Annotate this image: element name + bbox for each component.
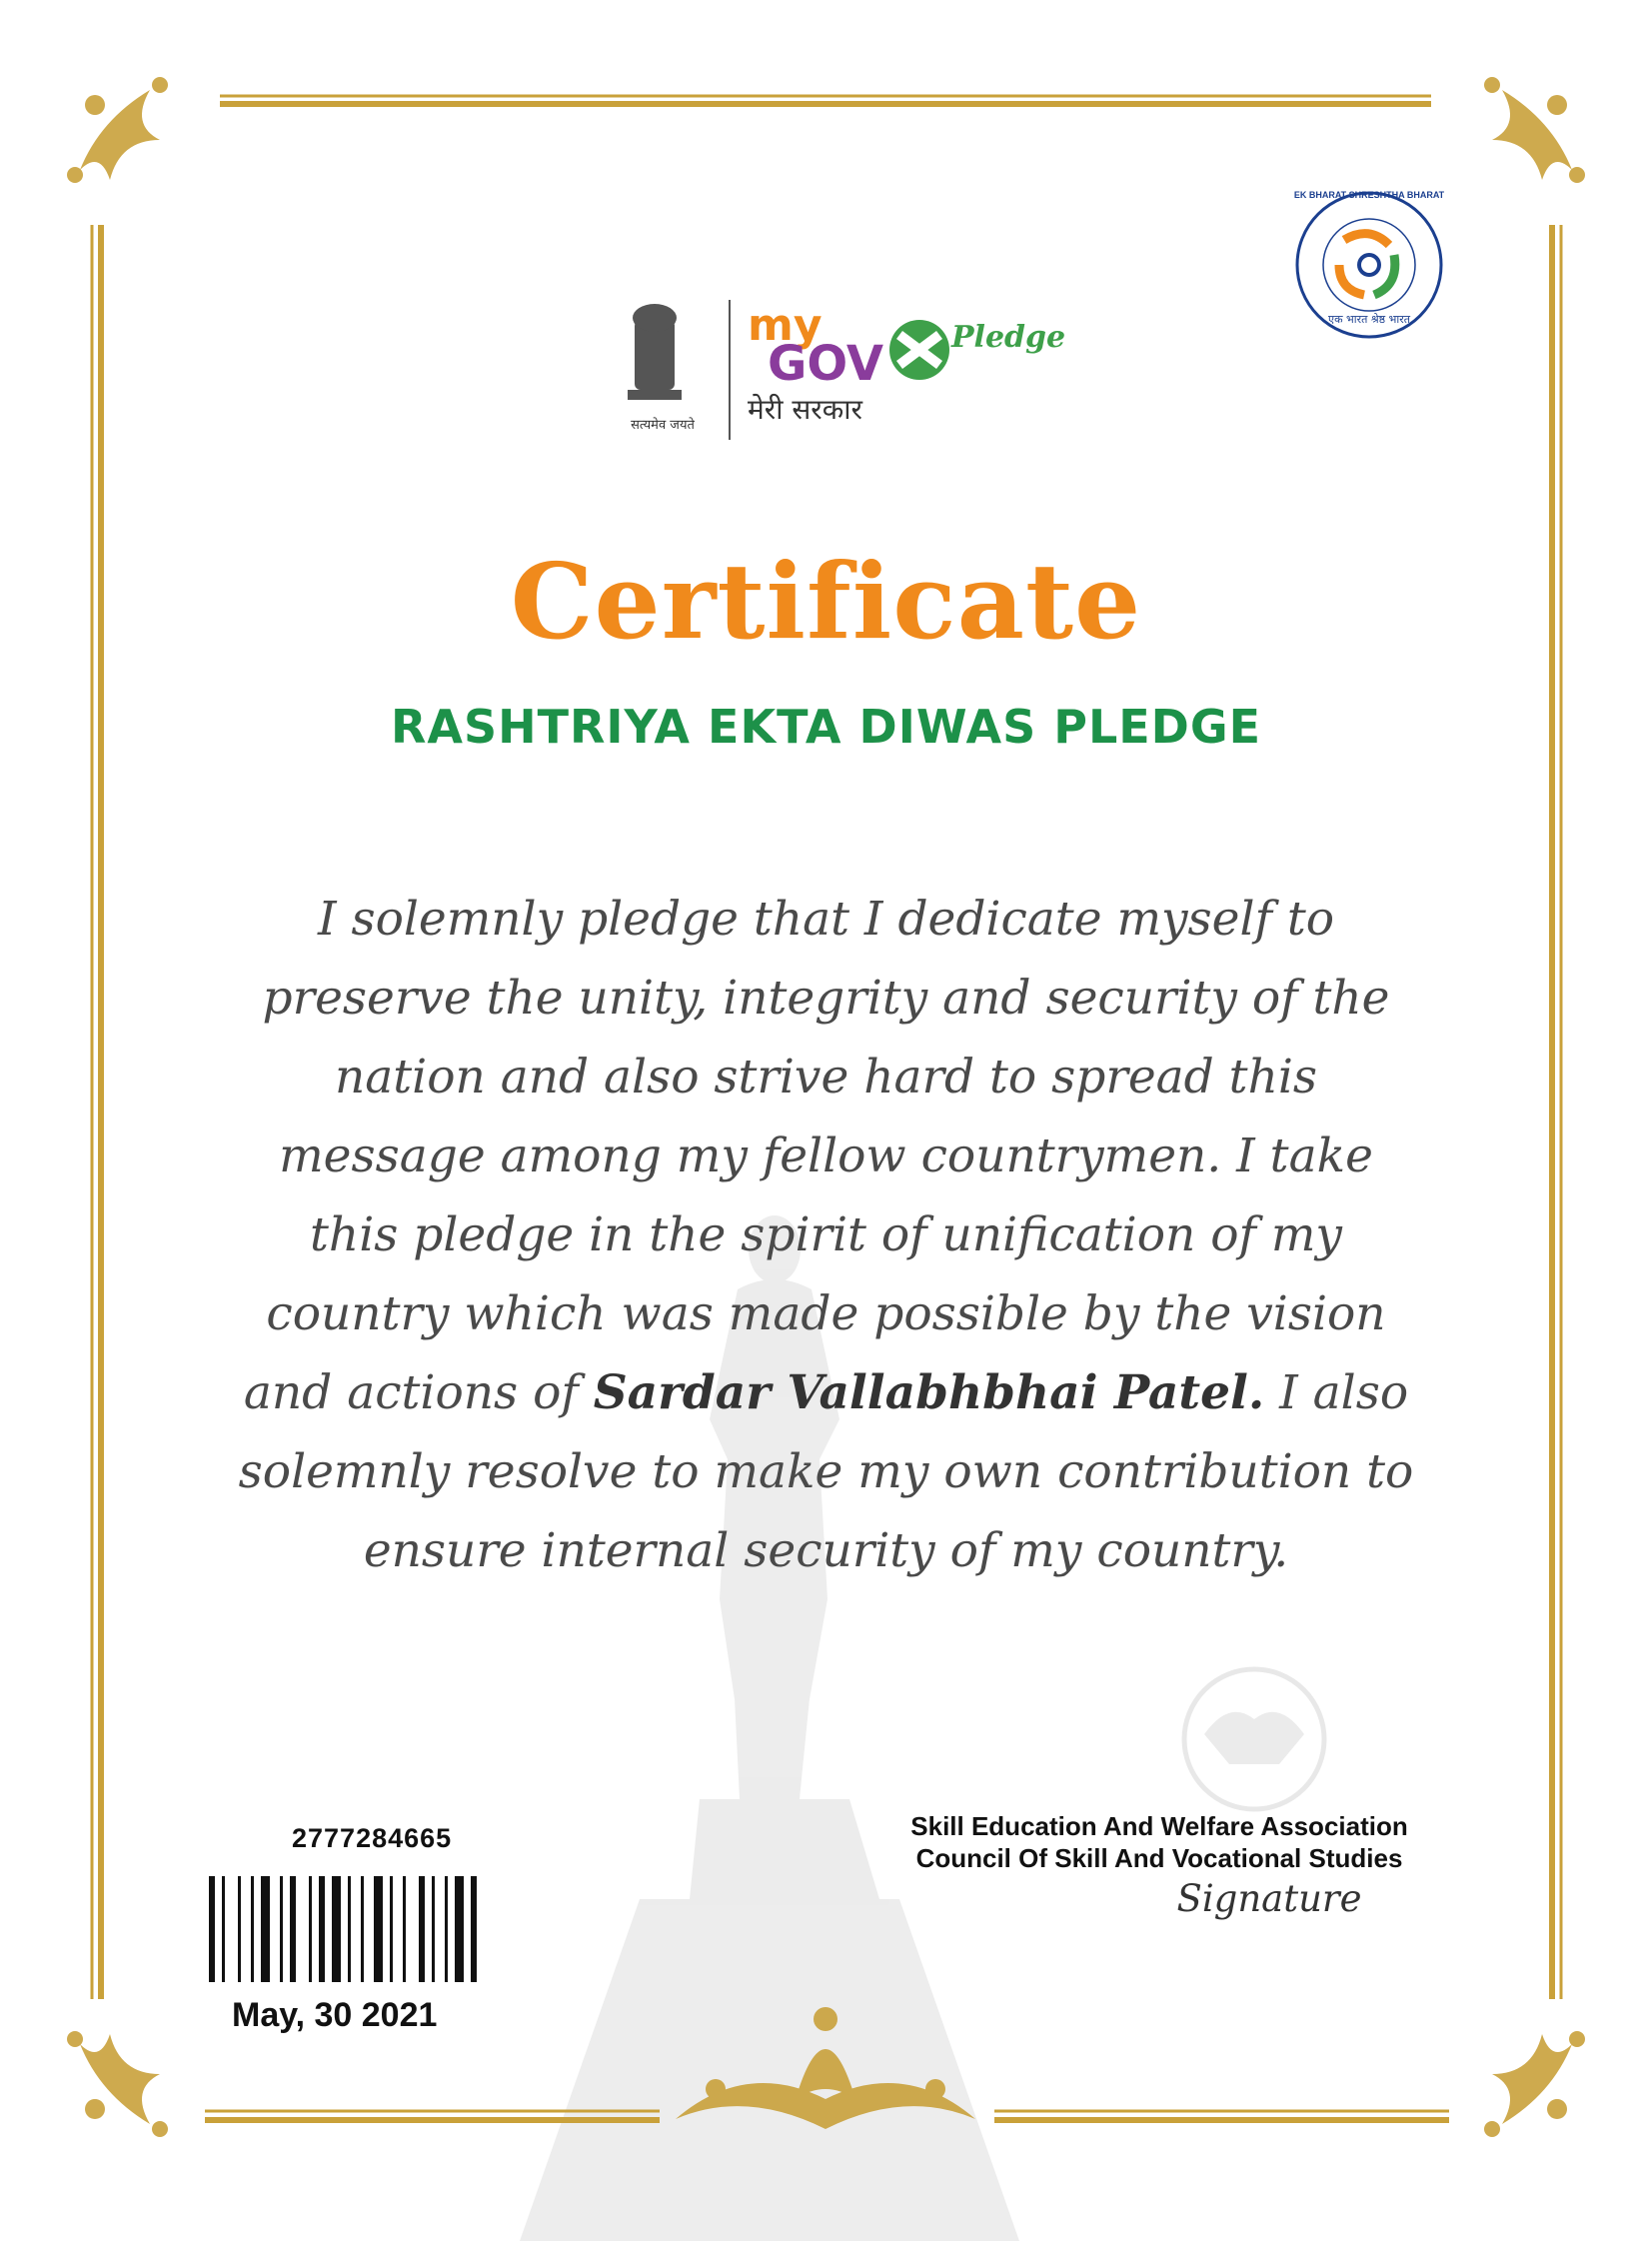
ebsb-ring-text: EK BHARAT SHRESHTHA BHARAT	[1293, 190, 1445, 200]
mygov-my-text: my	[748, 300, 823, 351]
pledge-text-part1: I solemnly pledge that I dedicate myself to preserve the unity, integrity and security of the nation and also strive hard to spread this message among my fellow countrymen. I take this pledge in the spirit of unification of my country which was made possible by the vision and actions of	[243, 892, 1390, 1420]
pledge-logo-text: Pledge	[951, 320, 1066, 355]
signature-label: Signature	[1176, 1877, 1362, 1920]
mygov-gov-text: GOV	[768, 336, 884, 392]
certificate-number: 2777284665	[292, 1823, 453, 1853]
certificate-subtitle: RASHTRIYA EKTA DIWAS PLEDGE	[390, 700, 1262, 754]
certificate-title: Certificate	[510, 540, 1142, 663]
mygov-hindi-text: मेरी सरकार	[748, 393, 862, 426]
emblem-motto: सत्यमेव जयते	[631, 418, 695, 433]
pledge-text	[230, 880, 1422, 1590]
issue-date: May, 30 2021	[232, 1996, 438, 2034]
pledge-hands-icon	[884, 310, 954, 390]
logo-bar	[600, 290, 1079, 450]
pledge-name: Sardar Vallabhbhai Patel.	[593, 1365, 1265, 1420]
ebsb-hindi-text: एक भारत श्रेष्ठ भारत	[1328, 313, 1410, 326]
barcode	[207, 1876, 605, 1982]
org-line-2: Council Of Skill And Vocational Studies	[915, 1843, 1403, 1873]
pledge-text-part2: I also solemnly resolve to make my own contribution to ensure internal security of my country.	[238, 1365, 1414, 1578]
org-line-1: Skill Education And Welfare Association	[910, 1811, 1408, 1841]
